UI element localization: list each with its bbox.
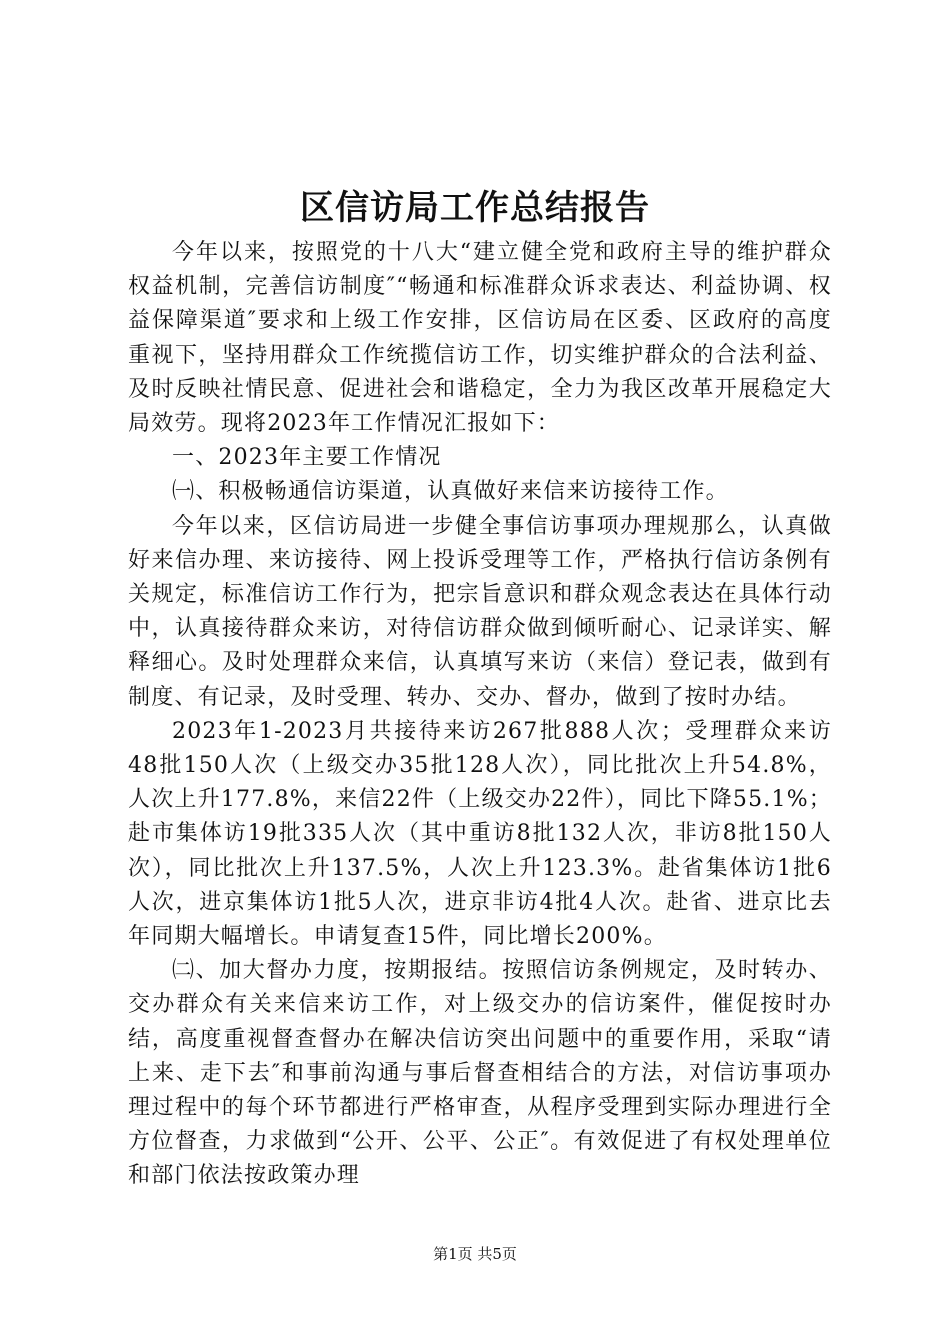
document-title: 区信访局工作总结报告 bbox=[300, 188, 650, 228]
paragraph-intro: 今年以来，按照党的十八大“建立健全党和政府主导的维护群众权益机制，完善信访制度″“畅通和标准群众诉求表达、利益协调、权益保障渠道″要求和上级工作安排，区信访局在区委、区政府的高度重视下，坚持用群众工作统揽信访工作，切实维护群众的合法利益、及时反映社情民意、促进社会和谐稳定，全力为我区改革开展稳定大局效劳。现将2023年工作情况汇报如下： bbox=[128, 240, 832, 437]
document-body bbox=[128, 236, 832, 1194]
paragraph-statistics: 2023年1-2023月共接待来访267批888人次；受理群众来访48批150人次（上级交办35批128人次），同比批次上升54.8%，人次上升177.8%，来信22件（上级交办22件），同比下降55.1%；赴市集体访19批335人次（其中重访8批132人次，非访8批150人次），同比批次上升137.5%，人次上升123.3%。赴省集体访1批6人次，进京集体访1批5人次，进京非访4批4人次。赴省、进京比去年同期大幅增长。申请复查15件，同比增长200%。 bbox=[128, 718, 832, 950]
paragraph-supervision: ㈡、加大督办力度，按期报结。按照信访条例规定，及时转办、交办群众有关来信来访工作，对上级交办的信访案件，催促按时办结，高度重视督查督办在解决信访突出问题中的重要作用，采取“请上来、走下去″和事前沟通与事后督查相结合的方法，对信访事项办理过程中的每个环节都进行严格审查，从程序受理到实际办理进行全方位督查，力求做到“公开、公平、公正″。有效促进了有权处理单位和部门依法按政策办理 bbox=[128, 958, 832, 1189]
section-heading-1: 一、2023年主要工作情况 bbox=[172, 445, 442, 471]
subsection-heading-1: ㈠、积极畅通信访渠道，认真做好来信来访接待工作。 bbox=[172, 479, 729, 505]
page-footer: 第1页 共5页 bbox=[433, 1245, 517, 1263]
paragraph-reception-work: 今年以来，区信访局进一步健全事信访事项办理规那么，认真做好来信办理、来访接待、网上投诉受理等工作，严格执行信访条例有关规定，标准信访工作行为，把宗旨意识和群众观念表达在具体行动中，认真接待群众来访，对待信访群众做到倾听耐心、记录详实、解释细心。及时处理群众来信，认真填写来访（来信）登记表，做到有制度、有记录，及时受理、转办、交办、督办，做到了按时办结。 bbox=[128, 513, 832, 710]
